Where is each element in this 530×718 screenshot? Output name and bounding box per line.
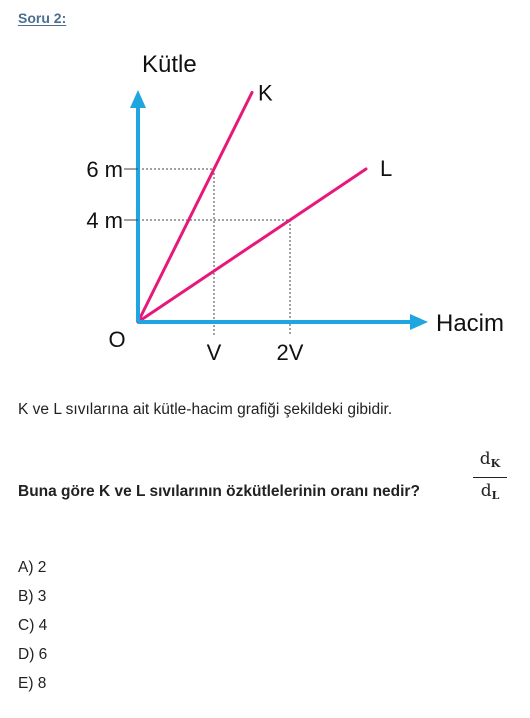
fraction-bar — [473, 477, 507, 478]
x-axis-label: Hacim — [436, 310, 505, 337]
answer-options — [18, 558, 47, 703]
option-c[interactable]: C) 4 — [18, 617, 48, 634]
question-text: Buna göre K ve L sıvılarının özkütlelerinin oranı nedir? — [18, 483, 420, 500]
question-statement: K ve L sıvılarına ait kütle-hacim grafiği şekildeki gibidir. — [18, 401, 393, 418]
series-line-k — [138, 93, 252, 323]
option-b[interactable]: B) 3 — [18, 588, 47, 605]
y-tick-label-1: 6 m — [86, 157, 123, 182]
origin-label: O — [108, 327, 126, 352]
option-a[interactable]: A) 2 — [18, 559, 47, 576]
density-ratio — [470, 448, 510, 507]
option-e[interactable]: E) 8 — [18, 675, 47, 692]
y-tick-label-0: 4 m — [86, 208, 123, 233]
series-line-l — [138, 169, 366, 322]
y-axis-label: Kütle — [142, 51, 197, 78]
ratio-numerator: $d_K$ — [479, 449, 501, 470]
x-tick-label-1: 2V — [276, 340, 304, 365]
question-number: Soru 2: — [18, 10, 67, 26]
x-axis-arrow-icon — [410, 314, 428, 330]
x-tick-label-0: V — [206, 340, 222, 365]
y-axis-arrow-icon — [130, 90, 146, 108]
ratio-denominator: $d_L$ — [480, 481, 500, 502]
mass-volume-chart — [0, 40, 530, 380]
series-label-k: K — [258, 80, 273, 106]
option-d[interactable]: D) 6 — [18, 646, 48, 663]
series-label-l: L — [380, 156, 393, 181]
